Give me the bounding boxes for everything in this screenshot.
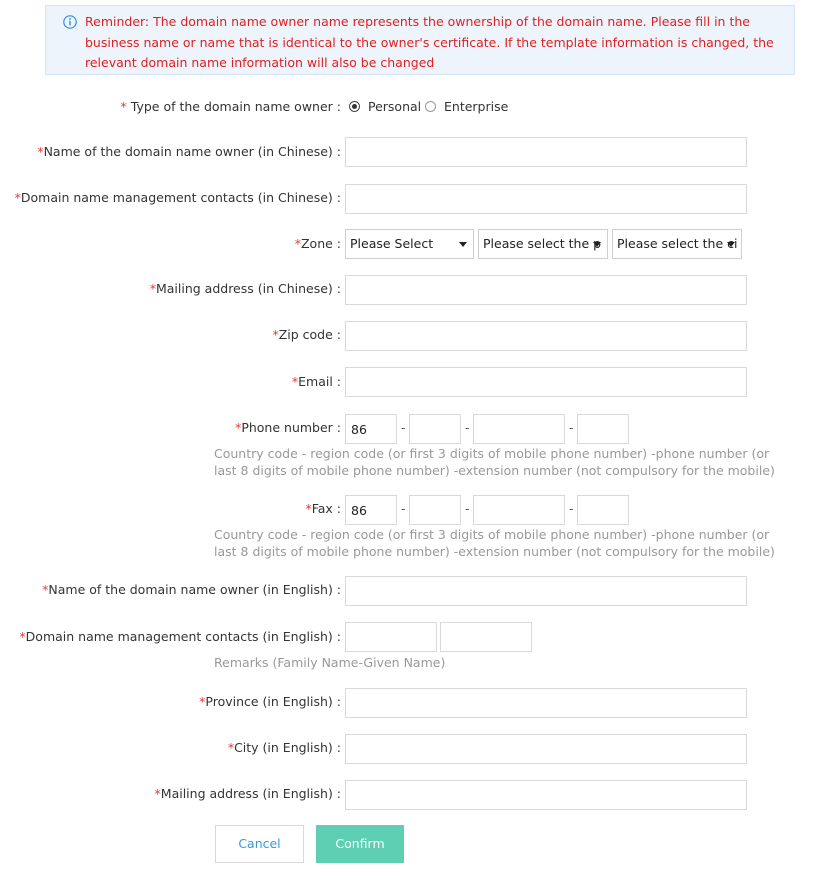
- chevron-down-icon: [459, 242, 467, 247]
- chevron-down-icon: [593, 242, 601, 247]
- fax-hint: Country code - region code (or first 3 digits of mobile phone number) -phone number (or last 8 digits of mobile phone number) -extension number (not compulsory for the mobile): [214, 527, 775, 559]
- zone-city-select[interactable]: Please select the ci: [612, 229, 742, 259]
- separator: -: [569, 420, 574, 435]
- owner-name-cn-input[interactable]: [345, 137, 747, 167]
- owner-name-cn-label: *Name of the domain name owner (in Chinese) :: [37, 144, 341, 159]
- phone-label: *Phone number :: [235, 420, 341, 435]
- mailing-address-en-input[interactable]: [345, 780, 747, 810]
- contacts-cn-label: *Domain name management contacts (in Chinese) :: [14, 190, 341, 205]
- contacts-en-given-name-input[interactable]: [440, 622, 532, 652]
- mailing-address-en-label: *Mailing address (in English) :: [154, 786, 341, 801]
- zip-code-label: *Zip code :: [272, 327, 341, 342]
- fax-label: *Fax :: [305, 501, 341, 516]
- zone-country-select[interactable]: Please Select: [345, 229, 474, 259]
- info-icon: [63, 15, 77, 29]
- phone-hint: Country code - region code (or first 3 digits of mobile phone number) -phone number (or last 8 digits of mobile phone number) -extension number (not compulsory for the mobile): [214, 446, 775, 478]
- chevron-down-icon: [727, 242, 735, 247]
- phone-country-code-input[interactable]: [345, 414, 397, 444]
- contacts-cn-input[interactable]: [345, 184, 747, 214]
- separator: -: [401, 420, 406, 435]
- personal-radio-label[interactable]: Personal: [368, 99, 422, 114]
- zone-province-select[interactable]: Please select the p: [478, 229, 608, 259]
- confirm-button[interactable]: Confirm: [316, 825, 404, 863]
- separator: -: [569, 501, 574, 516]
- cancel-button[interactable]: Cancel: [215, 825, 304, 863]
- enterprise-radio[interactable]: [425, 101, 436, 112]
- owner-name-en-input[interactable]: [345, 576, 747, 606]
- fax-region-code-input[interactable]: [409, 495, 461, 525]
- contacts-en-family-name-input[interactable]: [345, 622, 437, 652]
- enterprise-radio-label[interactable]: Enterprise: [444, 99, 509, 114]
- separator: -: [465, 501, 470, 516]
- owner-type-label: * Type of the domain name owner :: [120, 99, 341, 114]
- contacts-en-label: *Domain name management contacts (in English) :: [19, 629, 341, 644]
- personal-radio[interactable]: [349, 101, 360, 112]
- phone-number-input[interactable]: [473, 414, 565, 444]
- province-en-input[interactable]: [345, 688, 747, 718]
- phone-region-code-input[interactable]: [409, 414, 461, 444]
- email-input[interactable]: [345, 367, 747, 397]
- reminder-text: Reminder: The domain name owner name represents the ownership of the domain name. Please fill in the business name or name that is identical to the owner's certificate. If the template information is changed, the relevant domain name information will also be changed: [85, 14, 774, 70]
- province-en-label: *Province (in English) :: [199, 694, 341, 709]
- zip-code-input[interactable]: [345, 321, 747, 351]
- owner-name-en-label: *Name of the domain name owner (in English) :: [42, 582, 341, 597]
- mailing-address-cn-label: *Mailing address (in Chinese) :: [149, 281, 341, 296]
- fax-extension-input[interactable]: [577, 495, 629, 525]
- city-en-label: *City (in English) :: [227, 740, 341, 755]
- fax-country-code-input[interactable]: [345, 495, 397, 525]
- mailing-address-cn-input[interactable]: [345, 275, 747, 305]
- fax-number-input[interactable]: [473, 495, 565, 525]
- zone-label: *Zone :: [294, 236, 341, 251]
- email-label: *Email :: [291, 374, 341, 389]
- city-en-input[interactable]: [345, 734, 747, 764]
- required-mark: *: [120, 99, 127, 114]
- separator: -: [465, 420, 470, 435]
- separator: -: [401, 501, 406, 516]
- contacts-en-remark: Remarks (Family Name-Given Name): [214, 655, 446, 670]
- reminder-notice: [45, 5, 795, 75]
- phone-extension-input[interactable]: [577, 414, 629, 444]
